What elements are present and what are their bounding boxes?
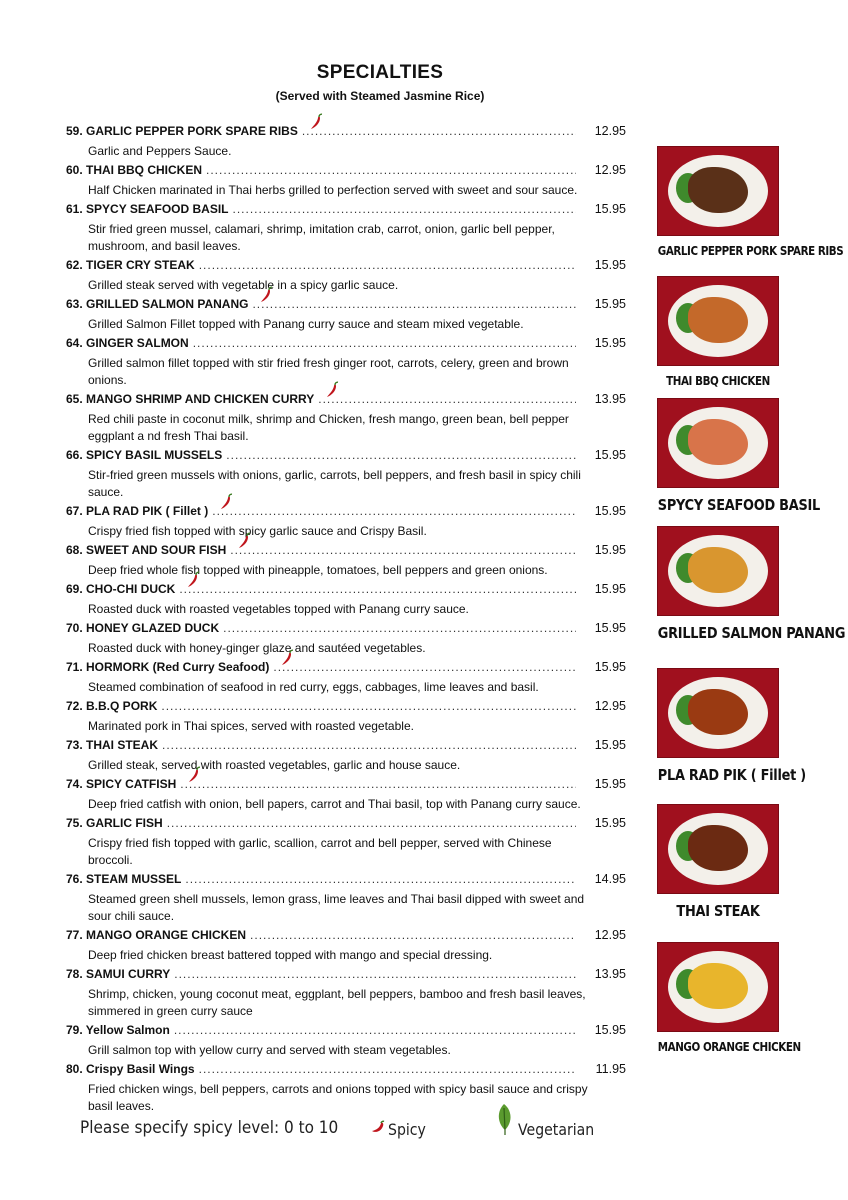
menu-item (66, 967, 626, 1020)
menu-item-header (66, 448, 626, 467)
menu-item-name: 73. THAI STEAK (66, 738, 159, 752)
menu-item (66, 872, 626, 925)
menu-item-description: Red chili paste in coconut milk, shrimp and Chicken, fresh mango, green bean, bell pepper eggplant a nd fresh Thai basil. (88, 412, 569, 443)
menu-item-name: 72. B.B.Q PORK (66, 699, 158, 713)
menu-item-description: Steamed green shell mussels, lemon grass, lime leaves and Thai basil dipped with sweet and sour chili sauce. (88, 892, 585, 923)
menu-item-description: Crispy fried fish topped with spicy garlic sauce and Crispy Basil. (88, 524, 427, 538)
menu-item (66, 392, 626, 445)
menu-item-header (66, 297, 626, 316)
menu-item (66, 543, 626, 579)
menu-item-price: 15.95 (594, 336, 626, 350)
menu-item-description: Deep fried whole fish topped with pineapple, tomatoes, bell peppers and green onions. (88, 563, 548, 577)
leader-dots (223, 621, 576, 635)
menu-item-price: 15.95 (594, 297, 626, 311)
menu-item-name: 80. Crispy Basil Wings (66, 1062, 195, 1076)
menu-item-price: 12.95 (594, 699, 626, 713)
menu-item-name: 75. GARLIC FISH (66, 816, 163, 830)
menu-item-price: 15.95 (594, 738, 626, 752)
menu-item-header (66, 872, 626, 891)
dish-photo (648, 276, 788, 388)
menu-item (66, 1062, 626, 1115)
leader-dots (179, 582, 576, 596)
page-title: SPECIALTIES (316, 62, 444, 83)
menu-item-price: 15.95 (594, 448, 626, 462)
menu-item-header (66, 504, 626, 523)
menu-item-header (66, 967, 626, 986)
menu-item-header (66, 1023, 626, 1042)
menu-item-header (66, 543, 626, 562)
menu-item (66, 1023, 626, 1059)
menu-item-header (66, 124, 626, 143)
menu-item-description: Grilled salmon fillet topped with stir fried fresh ginger root, carrots, celery, green and brown onions. (88, 356, 569, 387)
dish-photo (648, 526, 846, 642)
menu-item-price: 15.95 (594, 777, 626, 791)
menu-item-description: Grill salmon top with yellow curry and served with steam vegetables. (88, 1043, 451, 1057)
menu-item-description: Garlic and Peppers Sauce. (88, 144, 232, 158)
menu-item-header (66, 621, 626, 640)
menu-item (66, 928, 626, 964)
leader-dots (174, 967, 576, 981)
leader-dots (180, 777, 576, 791)
menu-item-name: 64. GINGER SALMON (66, 336, 189, 350)
menu-item-description: Deep fried catfish with onion, bell papers, carrot and Thai basil, top with Panang curry sauce. (88, 797, 581, 811)
dish-photo (648, 804, 788, 920)
dish-photo-caption: THAI STEAK (676, 902, 760, 920)
menu-item-description: Fried chicken wings, bell peppers, carrots and onions topped with spicy basil sauce and crispy basil leaves. (88, 1082, 588, 1113)
menu-item-header (66, 816, 626, 835)
menu-item-price: 15.95 (594, 543, 626, 557)
spicy-level-note: Please specify spicy level: 0 to 10 (80, 1118, 339, 1138)
menu-item-price: 15.95 (594, 258, 626, 272)
dish-photo-caption: PLA RAD PIK ( Fillet ) (657, 766, 806, 784)
menu-item-description: Stir fried green mussel, calamari, shrimp, imitation crab, carrot, onion, garlic bell pepper, mushroom, and basil leaves. (88, 222, 555, 253)
menu-item-price: 12.95 (594, 124, 626, 138)
menu-item (66, 297, 626, 333)
menu-item-name: 59. GARLIC PEPPER PORK SPARE RIBS (66, 124, 298, 138)
menu-item (66, 504, 626, 540)
menu-item-name: 79. Yellow Salmon (66, 1023, 170, 1037)
dish-photo-caption: THAI BBQ CHICKEN (666, 374, 770, 388)
menu-item-description: Steamed combination of seafood in red curry, eggs, cabbages, lime leaves and basil. (88, 680, 539, 694)
menu-item-name: 77. MANGO ORANGE CHICKEN (66, 928, 247, 942)
menu-item-name: 66. SPICY BASIL MUSSELS (66, 448, 223, 462)
leader-dots (212, 504, 576, 518)
menu-item-description: Half Chicken marinated in Thai herbs grilled to perfection served with sweet and sour sauce. (88, 183, 578, 197)
menu-item-price: 15.95 (594, 660, 626, 674)
dish-photo (648, 668, 806, 784)
menu-item-price: 11.95 (595, 1062, 626, 1076)
leader-dots (233, 202, 577, 216)
footer-legend (80, 1116, 680, 1146)
menu-item-price: 15.95 (594, 816, 626, 830)
leader-dots (185, 872, 576, 886)
dish-photo-frame (657, 398, 779, 488)
menu-item (66, 202, 626, 255)
menu-item (66, 660, 626, 696)
menu-item-name: 63. GRILLED SALMON PANANG (66, 297, 249, 311)
menu-item-name: 70. HONEY GLAZED DUCK (66, 621, 220, 635)
leader-dots (206, 163, 576, 177)
leader-dots (302, 124, 576, 138)
dish-photo-caption: MANGO ORANGE CHICKEN (657, 1040, 801, 1054)
leader-dots (226, 448, 576, 462)
leader-dots (273, 660, 576, 674)
menu-item-price: 13.95 (594, 967, 626, 981)
dish-photo-caption: GARLIC PEPPER PORK SPARE RIBS (657, 244, 844, 258)
vegetarian-legend-label: Vegetarian (518, 1120, 595, 1139)
menu-item (66, 621, 626, 657)
menu-item (66, 448, 626, 501)
menu-item-header (66, 258, 626, 277)
menu-item-name: 74. SPICY CATFISH (66, 777, 177, 791)
dish-photo-frame (657, 276, 779, 366)
menu-item-name: 68. SWEET AND SOUR FISH (66, 543, 227, 557)
dish-photo (648, 942, 801, 1054)
menu-item-price: 15.95 (594, 621, 626, 635)
dish-photo-frame (657, 804, 779, 894)
menu-item-name: 76. STEAM MUSSEL (66, 872, 182, 886)
menu-item (66, 124, 626, 160)
menu-item-description: Grilled steak served with vegetable in a spicy garlic sauce. (88, 278, 399, 292)
dish-photo-frame (657, 942, 779, 1032)
menu-item (66, 582, 626, 618)
leader-dots (167, 816, 576, 830)
dish-photo-frame (657, 668, 779, 758)
menu-item-description: Marinated pork in Thai spices, served with roasted vegetable. (88, 719, 414, 733)
menu-item (66, 738, 626, 774)
menu-item-description: Shrimp, chicken, young coconut meat, eggplant, bell peppers, bamboo and fresh basil leaves, simmered in green curry sauce (88, 987, 586, 1018)
menu-item-price: 13.95 (594, 392, 626, 406)
menu-item-description: Stir-fried green mussels with onions, garlic, carrots, bell peppers, and fresh basil in spicy chili sauce. (88, 468, 581, 499)
menu-item-description: Grilled Salmon Fillet topped with Panang curry sauce and steam mixed vegetable. (88, 317, 524, 331)
menu-item-price: 15.95 (594, 582, 626, 596)
leader-dots (193, 336, 576, 350)
menu-item (66, 816, 626, 869)
menu-item (66, 699, 626, 735)
leader-dots (318, 392, 576, 406)
menu-item-description: Roasted duck with roasted vegetables topped with Panang curry sauce. (88, 602, 469, 616)
dish-photo-frame (657, 526, 779, 616)
menu-item-header (66, 738, 626, 757)
menu-item (66, 258, 626, 294)
menu-item-header (66, 1062, 626, 1081)
menu-item-name: 60. THAI BBQ CHICKEN (66, 163, 203, 177)
menu-item-name: 71. HORMORK (Red Curry Seafood) (66, 660, 270, 674)
leader-dots (250, 928, 576, 942)
menu-item-header (66, 163, 626, 182)
menu-item-header (66, 202, 626, 221)
menu-item-price: 15.95 (594, 504, 626, 518)
leader-dots (161, 699, 576, 713)
menu-item-description: Roasted duck with honey-ginger glaze and sautéed vegetables. (88, 641, 426, 655)
menu-item-header (66, 582, 626, 601)
menu-item-price: 12.95 (594, 928, 626, 942)
menu-item-name: 65. MANGO SHRIMP AND CHICKEN CURRY (66, 392, 315, 406)
spicy-legend-label: Spicy (388, 1120, 426, 1139)
menu-item-name: 62. TIGER CRY STEAK (66, 258, 195, 272)
dish-photo-caption: GRILLED SALMON PANANG (657, 624, 846, 642)
leader-dots (199, 258, 576, 272)
menu-list (66, 124, 626, 1118)
menu-item-price: 15.95 (594, 1023, 626, 1037)
menu-item (66, 163, 626, 199)
chili-icon (370, 1120, 386, 1136)
menu-item-name: 67. PLA RAD PIK ( Fillet ) (66, 504, 209, 518)
leader-dots (162, 738, 576, 752)
menu-item-name: 69. CHO-CHI DUCK (66, 582, 176, 596)
menu-item-name: 78. SAMUI CURRY (66, 967, 171, 981)
menu-item-header (66, 336, 626, 355)
leader-dots (252, 297, 576, 311)
dish-photo-caption: SPYCY SEAFOOD BASIL (657, 496, 820, 514)
menu-item (66, 777, 626, 813)
menu-item-description: Deep fried chicken breast battered topped with mango and special dressing. (88, 948, 493, 962)
menu-item-header (66, 928, 626, 947)
menu-item-header (66, 777, 626, 796)
dish-photo (648, 146, 844, 258)
menu-item-description: Crispy fried fish topped with garlic, scallion, carrot and bell pepper, served with Chinese broccoli. (88, 836, 552, 867)
dish-photo (648, 398, 820, 514)
leader-dots (199, 1062, 576, 1076)
page-subtitle: (Served with Steamed Jasmine Rice) (275, 89, 485, 103)
menu-item-price: 12.95 (594, 163, 626, 177)
menu-item (66, 336, 626, 389)
menu-item-price: 14.95 (594, 872, 626, 886)
menu-item-header (66, 660, 626, 679)
menu-item-header (66, 699, 626, 718)
dish-photo-frame (657, 146, 779, 236)
leaf-icon (494, 1102, 514, 1136)
leader-dots (230, 543, 576, 557)
menu-item-header (66, 392, 626, 411)
menu-item-price: 15.95 (594, 202, 626, 216)
leader-dots (174, 1023, 576, 1037)
menu-item-name: 61. SPYCY SEAFOOD BASIL (66, 202, 229, 216)
menu-item-description: Grilled steak, served with roasted vegetables, garlic and house sauce. (88, 758, 461, 772)
